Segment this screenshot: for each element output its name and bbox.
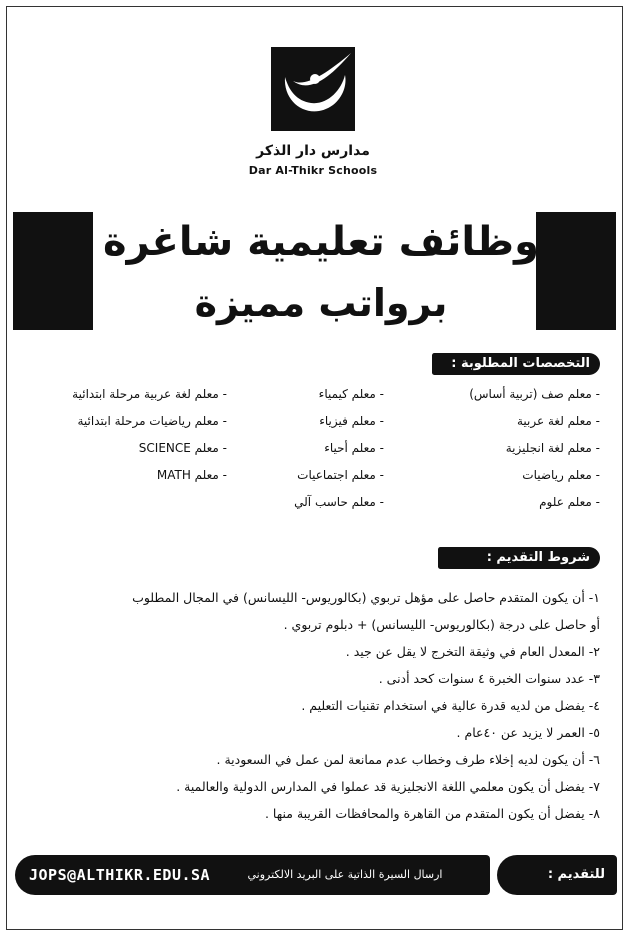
list-item: ٨- يفضل أن يكون المتقدم من القاهرة والمحافظات القريبة منها . [264,806,600,821]
list-item: ٧- يفضل أن يكون معلمي اللغة الانجليزية قد عملوا في المدارس الدولية والعالمية . [176,779,600,794]
page-subtitle: برواتب مميزة [194,281,448,325]
list-item: - معلم اجتماعيات [297,468,384,482]
list-item: - معلم أحياء [324,441,384,455]
crescent-swoosh-icon [271,47,355,131]
list-item: - معلم SCIENCE [138,441,227,455]
list-item: - معلم صف (تربية أساس) [469,387,600,401]
specializations-column-2 [234,381,384,516]
job-advertisement [6,6,623,930]
list-item: - معلم رياضيات [522,468,600,482]
apply-email-link[interactable]: JOPS@ALTHIKR.EDU.SA [29,866,211,884]
list-item: - معلم كيمياء [318,387,384,401]
specializations-header: التخصصات المطلوبة : [432,353,600,375]
list-item: ٢- المعدل العام في وثيقة التخرج لا يقل عن جيد . [345,644,600,659]
title-bar-left [13,212,93,330]
list-item: ٦- أن يكون لديه إخلاء طرف وخطاب عدم ممانعة لمن عمل في السعودية . [216,752,600,767]
school-name-arabic: مدارس دار الذكر [256,143,370,159]
list-item: ٤- يفضل من لديه قدرة عالية في استخدام تقنيات التعليم . [301,698,600,713]
specializations-column-3 [27,381,227,489]
list-item: - معلم حاسب آلي [294,495,384,509]
apply-label-banner [497,855,617,895]
list-item: - معلم لغة انجليزية [505,441,600,455]
conditions-header: شروط التقديم : [438,547,600,569]
list-item: - معلم فيزياء [319,414,384,428]
specializations-column-1 [410,381,600,516]
page-title: وظائف تعليمية شاغرة [103,219,539,265]
list-item: أو حاصل على درجة (بكالوريوس- الليسانس) + دبلوم تربوي . [283,617,600,632]
title-bar-right [536,212,616,330]
list-item: - معلم MATH [156,468,227,482]
list-item: ٥- العمر لا يزيد عن ٤٠عام . [456,725,600,740]
list-item: - معلم رياضيات مرحلة ابتدائية [77,414,227,428]
list-item: ٣- عدد سنوات الخبرة ٤ سنوات كحد أدنى . [378,671,600,686]
school-logo [271,47,355,131]
apply-footer [15,855,617,895]
list-item: - معلم علوم [539,495,600,509]
list-item: - معلم لغة عربية مرحلة ابتدائية [72,387,227,401]
school-name-english: Dar Al-Thikr Schools [248,164,378,177]
email-banner [15,855,490,895]
list-item: ١- أن يكون المتقدم حاصل على مؤهل تربوي (بكالوريوس- الليسانس) في المجال المطلوب [132,590,600,605]
list-item: - معلم لغة عربية [516,414,600,428]
conditions-list [10,584,600,827]
apply-instruction: ارسال السيرة الذاتية على البريد الالكتروني [247,868,443,881]
apply-label: للتقديم : [547,867,605,882]
